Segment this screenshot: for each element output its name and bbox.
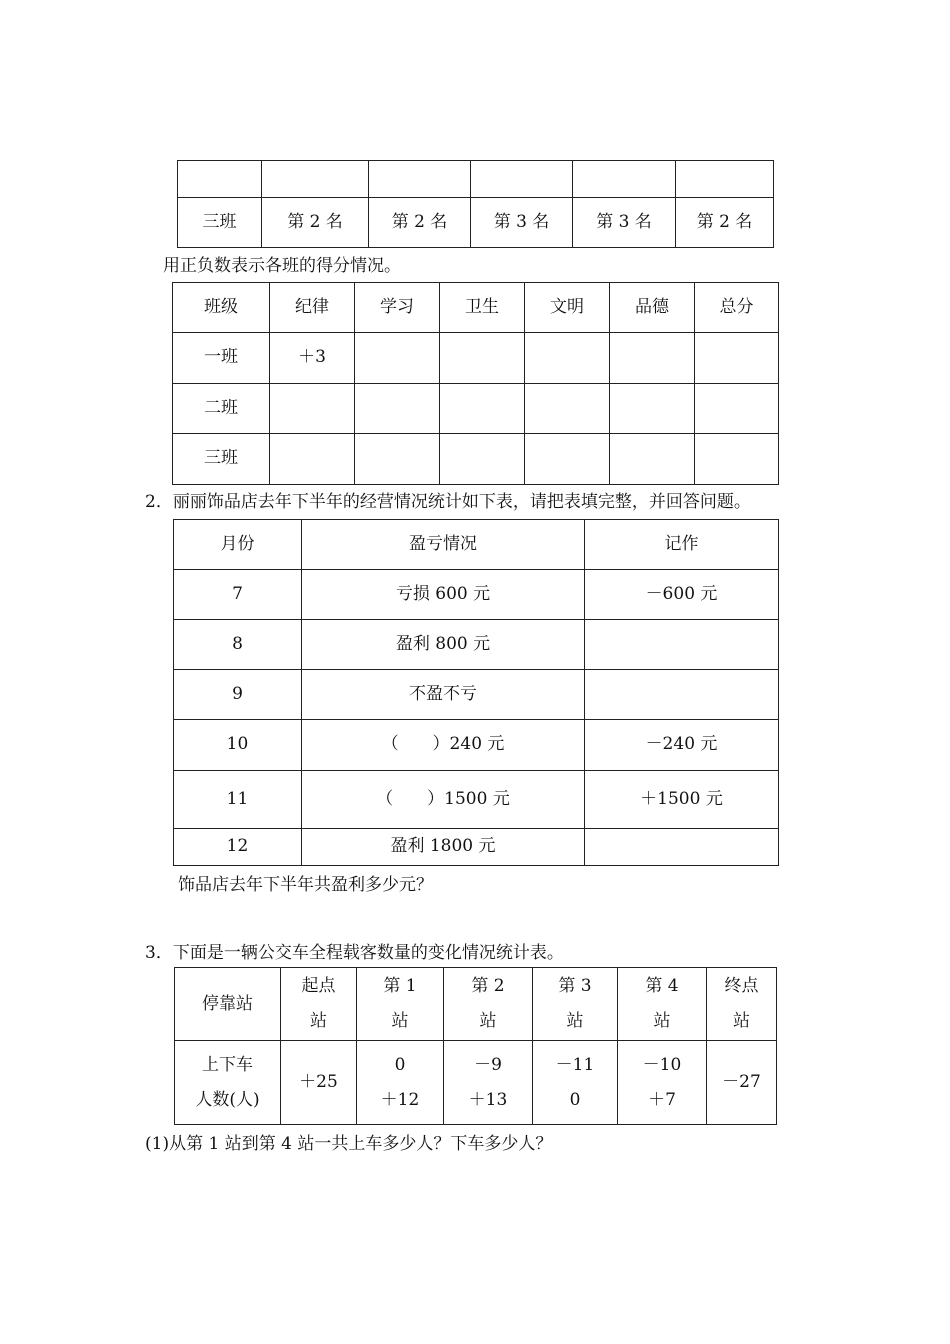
table-cell: 9 <box>174 670 302 720</box>
table-cell <box>270 384 355 434</box>
table-header-cell: 班级 <box>173 283 270 333</box>
table-cell: ＋3 <box>270 333 355 384</box>
table-cell: 10 <box>174 720 302 771</box>
table-row <box>175 1041 777 1125</box>
table-row <box>174 570 779 620</box>
shop-table <box>173 519 779 866</box>
table-cell <box>440 333 525 384</box>
table-cell <box>676 161 774 198</box>
table-cell <box>440 384 525 434</box>
station-name: 第 3 <box>558 976 592 996</box>
table-cell: （ ）240 元 <box>302 720 585 771</box>
header-label: 停靠站 <box>202 993 253 1014</box>
question-3-sub: (1)从第 1 站到第 4 站一共上车多少人？下车多少人？ <box>145 1134 553 1154</box>
table-cell <box>355 434 440 485</box>
table-cell <box>573 161 676 198</box>
table-cell: 第 2 名 <box>369 198 471 248</box>
table-cell <box>610 384 695 434</box>
table-row <box>173 434 779 485</box>
ranking-table <box>177 160 774 248</box>
value-line: ＋12 <box>380 1089 420 1110</box>
table-row <box>174 720 779 771</box>
table-cell: 8 <box>174 620 302 670</box>
question-3: 3．下面是一辆公交车全程载客数量的变化情况统计表。 <box>145 943 564 963</box>
value-cell <box>533 1041 618 1125</box>
table-row <box>174 771 779 829</box>
station-name: 第 4 <box>645 976 679 996</box>
table-cell: 12 <box>174 829 302 866</box>
value-line: －10 <box>642 1054 682 1075</box>
table-cell <box>695 333 779 384</box>
station-suffix: 站 <box>310 1011 327 1031</box>
table-header-row <box>174 520 779 570</box>
question-2: 2．丽丽饰品店去年下半年的经营情况统计如下表，请把表填完整，并回答问题。 <box>145 492 751 512</box>
table-cell <box>695 384 779 434</box>
table-header-row <box>173 283 779 333</box>
table-cell <box>369 161 471 198</box>
table-cell: －240 元 <box>585 720 779 771</box>
table-cell <box>695 434 779 485</box>
table-cell: 盈利 1800 元 <box>302 829 585 866</box>
value-line: ＋7 <box>648 1089 676 1110</box>
table-cell: 一班 <box>173 333 270 384</box>
table-cell <box>525 384 610 434</box>
table-cell <box>610 434 695 485</box>
table-cell: （ ）1500 元 <box>302 771 585 829</box>
table-header-cell: 品德 <box>610 283 695 333</box>
table-cell: 第 2 名 <box>262 198 369 248</box>
bus-table <box>174 967 777 1125</box>
instruction-text: 用正负数表示各班的得分情况。 <box>163 256 401 276</box>
table-cell: 亏损 600 元 <box>302 570 585 620</box>
table-cell <box>355 384 440 434</box>
table-row <box>174 670 779 720</box>
table-cell: 盈利 800 元 <box>302 620 585 670</box>
table-cell: 不盈不亏 <box>302 670 585 720</box>
table-cell <box>525 333 610 384</box>
table-header-row <box>175 968 777 1041</box>
value-cell <box>707 1041 777 1125</box>
table-cell <box>471 161 573 198</box>
table-cell: 三班 <box>173 434 270 485</box>
table-cell <box>585 620 779 670</box>
table-header-cell: 盈亏情况 <box>302 520 585 570</box>
value-line: －27 <box>722 1072 761 1092</box>
table-row <box>178 161 774 198</box>
station-suffix: 站 <box>391 1011 409 1031</box>
table-cell <box>178 161 262 198</box>
table-cell: 11 <box>174 771 302 829</box>
row-label <box>175 1041 281 1125</box>
station-suffix: 站 <box>653 1011 671 1031</box>
value-cell <box>618 1041 707 1125</box>
station-header <box>533 968 618 1041</box>
station-suffix: 站 <box>733 1011 750 1031</box>
table-cell <box>262 161 369 198</box>
table-cell <box>585 829 779 866</box>
station-suffix: 站 <box>566 1011 584 1031</box>
table-row <box>173 384 779 434</box>
table-header-cell <box>175 968 281 1041</box>
value-line: 0 <box>394 1054 406 1075</box>
station-header <box>618 968 707 1041</box>
table-header-cell: 总分 <box>695 283 779 333</box>
table-cell: 第 3 名 <box>471 198 573 248</box>
table-cell: －600 元 <box>585 570 779 620</box>
value-line: ＋25 <box>299 1072 338 1092</box>
value-line: ＋13 <box>468 1089 508 1110</box>
table-header-cell: 月份 <box>174 520 302 570</box>
table-cell: ＋1500 元 <box>585 771 779 829</box>
score-table <box>172 282 779 485</box>
station-header <box>444 968 533 1041</box>
table-cell: 第 3 名 <box>573 198 676 248</box>
row-label-line: 上下车 <box>202 1054 253 1075</box>
table-row <box>174 620 779 670</box>
value-cell <box>357 1041 444 1125</box>
value-line: 0 <box>569 1089 581 1110</box>
station-suffix: 站 <box>479 1011 497 1031</box>
table-cell <box>440 434 525 485</box>
table-row <box>178 198 774 248</box>
station-header <box>707 968 777 1041</box>
station-header <box>357 968 444 1041</box>
station-name: 终点 <box>724 976 759 996</box>
station-name: 起点 <box>301 976 336 996</box>
table-row <box>174 829 779 866</box>
station-name: 第 1 <box>383 976 417 996</box>
table-row <box>173 333 779 384</box>
table-header-cell: 记作 <box>585 520 779 570</box>
table-cell: 二班 <box>173 384 270 434</box>
table-header-cell: 卫生 <box>440 283 525 333</box>
table-cell: 三班 <box>178 198 262 248</box>
table-cell <box>525 434 610 485</box>
station-name: 第 2 <box>471 976 505 996</box>
table-cell <box>355 333 440 384</box>
table-header-cell: 纪律 <box>270 283 355 333</box>
table-header-cell: 学习 <box>355 283 440 333</box>
table-header-cell: 文明 <box>525 283 610 333</box>
table-cell <box>610 333 695 384</box>
row-label-line: 人数(人) <box>195 1089 260 1110</box>
table-cell <box>270 434 355 485</box>
value-line: －11 <box>555 1054 595 1075</box>
question-2-sub: 饰品店去年下半年共盈利多少元？ <box>178 875 433 895</box>
table-cell: 7 <box>174 570 302 620</box>
value-cell <box>281 1041 357 1125</box>
station-header <box>281 968 357 1041</box>
table-cell: 第 2 名 <box>676 198 774 248</box>
table-cell <box>585 670 779 720</box>
value-line: －9 <box>474 1054 502 1075</box>
value-cell <box>444 1041 533 1125</box>
